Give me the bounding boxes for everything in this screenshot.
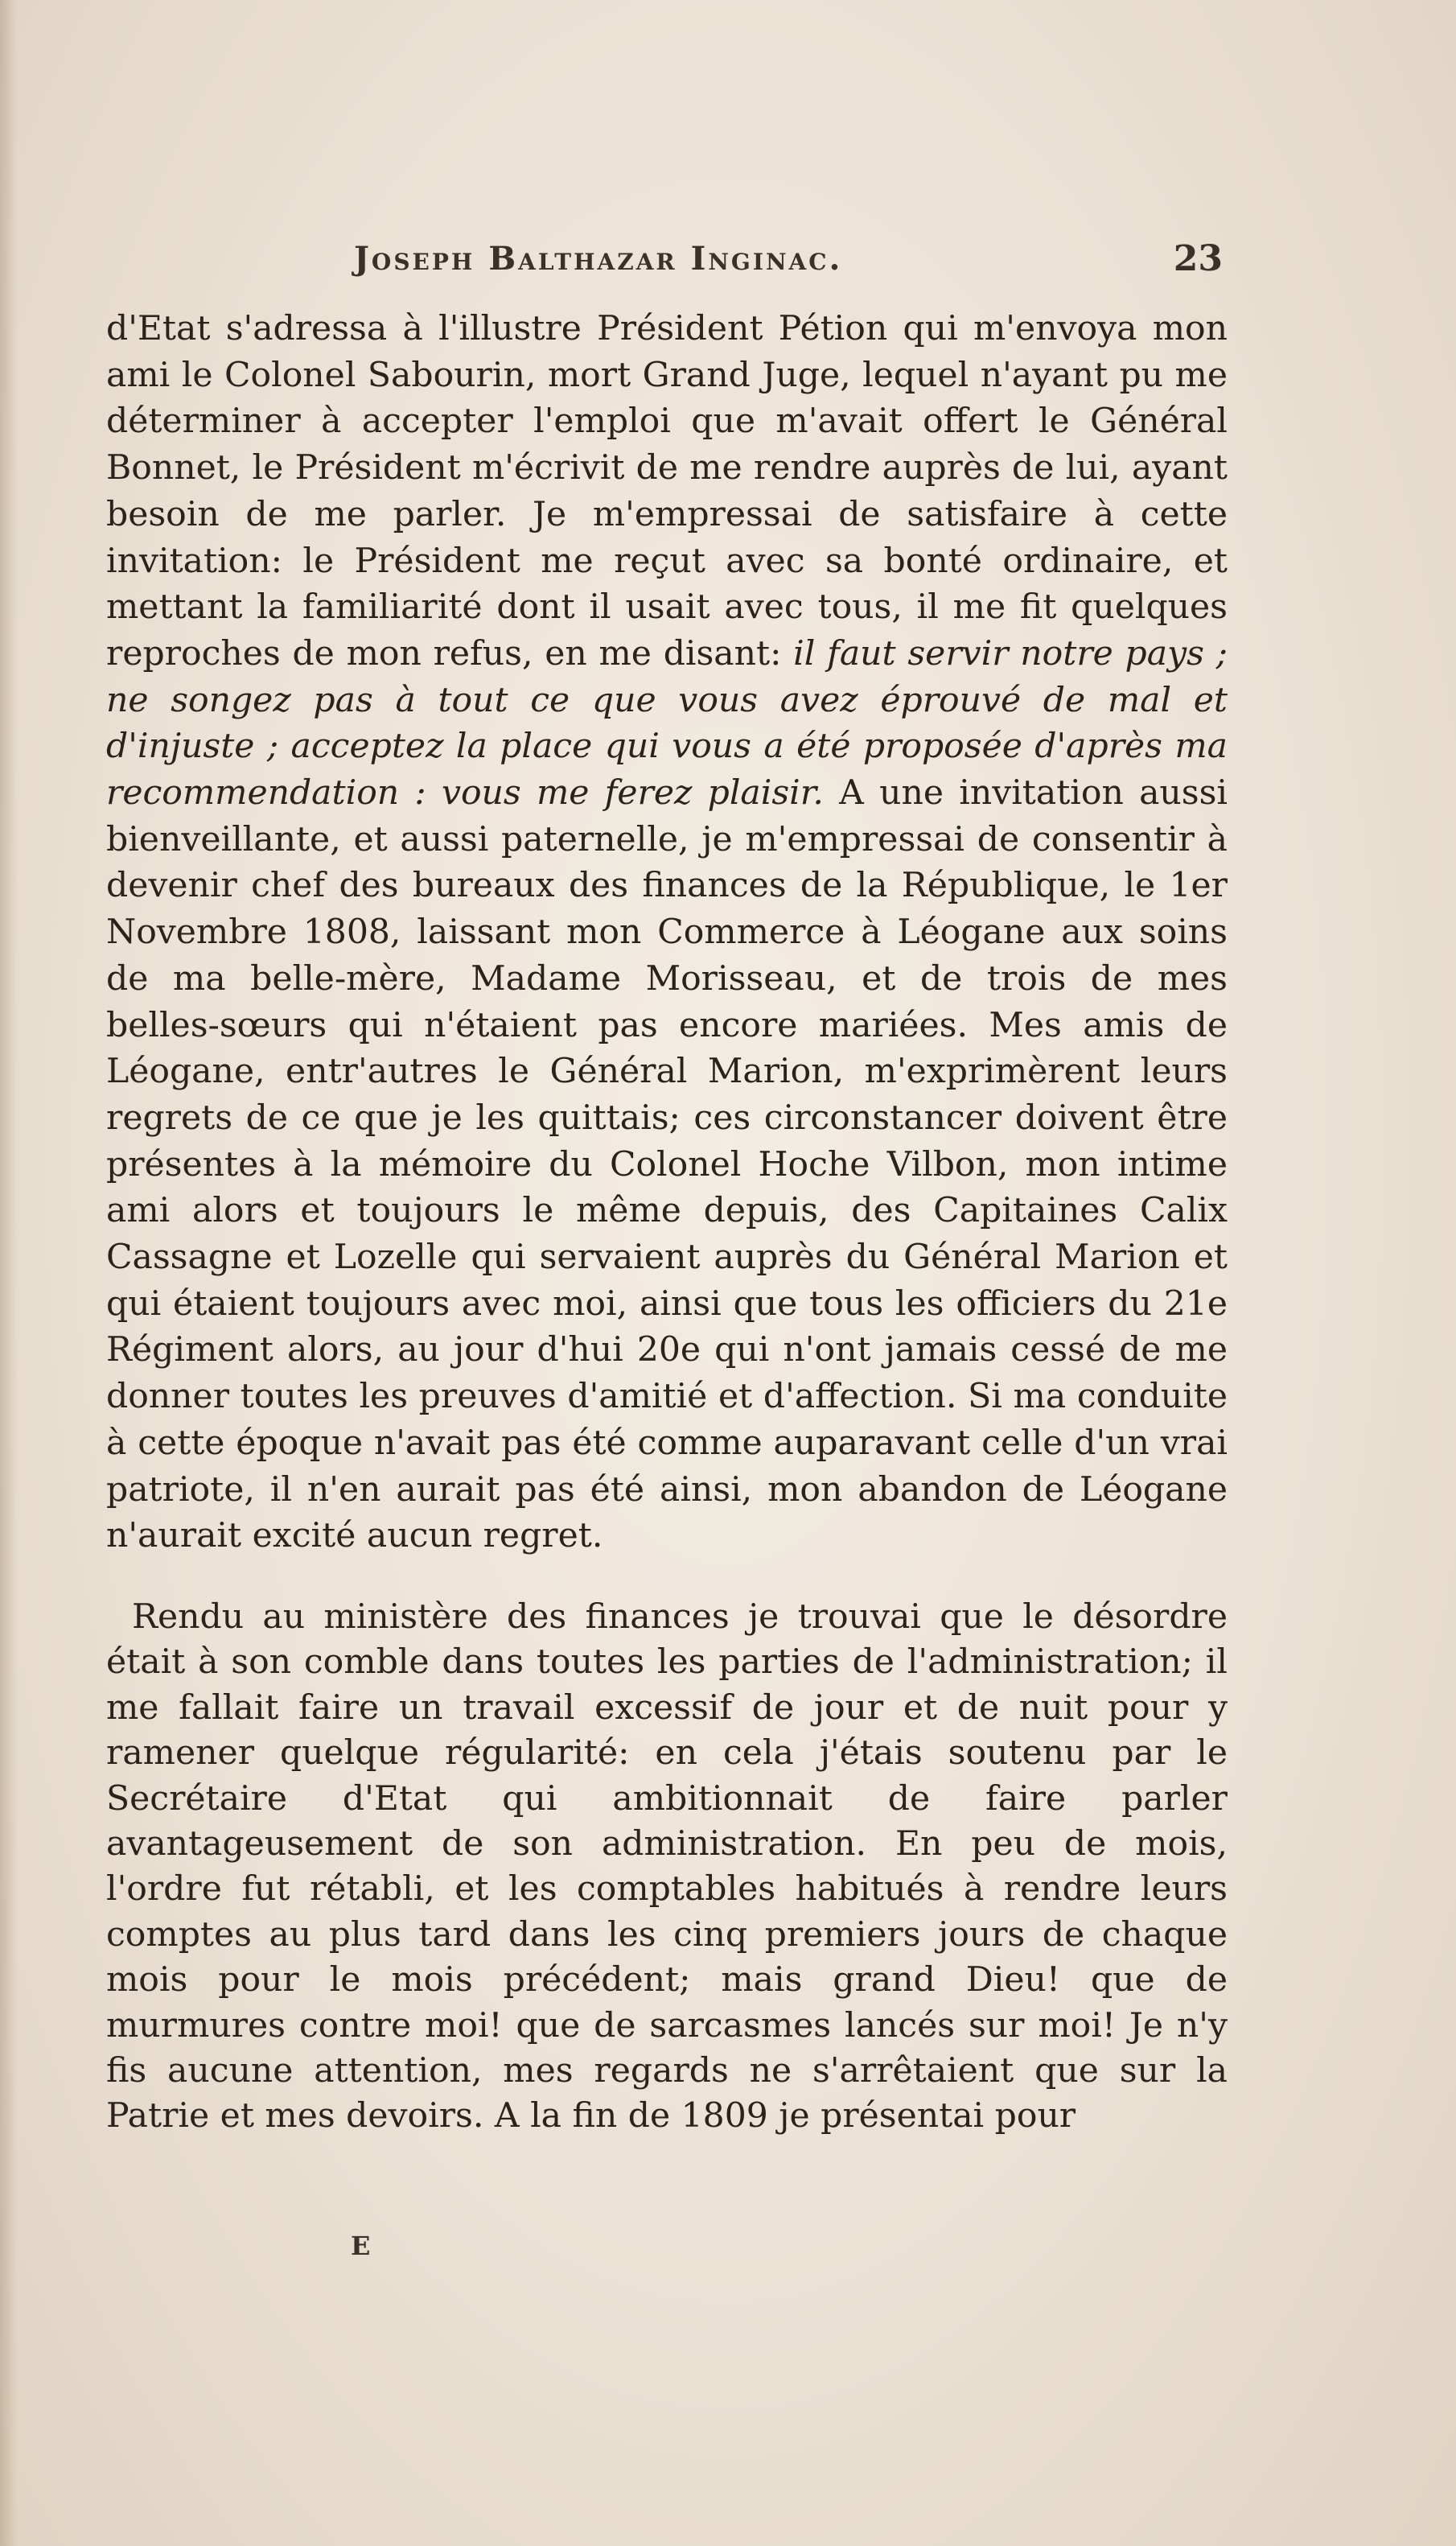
running-head: Joseph Balthazar Inginac.: [354, 240, 843, 278]
body-text: [106, 306, 1228, 2140]
page-number: 23: [1173, 238, 1223, 279]
paragraph-1: [106, 306, 1228, 1559]
page-header: [354, 240, 1223, 288]
paragraph-1-text-b: A une invitation aussi bienveillante, et aussi paternelle, je m'empressai de consentir à devenir chef des bureaux des finances de la République, le 1er Novembre 1808, laissant mon Commerce à Léogane aux soins de ma belle-mère, Madame Morisseau, et de trois de mes belles-sœurs qui n'étaient pas encore mariées. Mes amis de Léogane, entr'autres le Général Marion, m'exprimèrent leurs regrets de ce que je les quittais; ces circonstancer doivent être présentes à la mémoire du Colonel Hoche Vilbon, mon intime ami alors et toujours le même depuis, des Capitaines Calix Cassagne et Lozelle qui servaient auprès du Général Marion et qui étaient toujours avec moi, ainsi que tous les officiers du 21e Régiment alors, au jour d'hui 20e qui n'ont jamais cessé de me donner toutes les preuves d'amitié et d'affection. Si ma conduite à cette époque n'avait pas été comme auparavant celle d'un vrai patriote, il n'en aurait pas été ainsi, mon abandon de Léogane n'aurait excité aucun regret.: [106, 773, 1228, 1556]
paragraph-2: Rendu au ministère des finances je trouvai que le désordre était à son comble dans toutes les parties de l'administration; il me fallait faire un travail excessif de jour et de nuit pour y ramener quelque régularité: en cela j'étais soutenu par le Secrétaire d'Etat qui ambitionnait de faire parler avantageusement de son administration. En peu de mois, l'ordre fut rétabli, et les comptables habitués à rendre leurs comptes au plus tard dans les cinq premiers jours de chaque mois pour le mois précédent; mais grand Dieu! que de murmures contre moi! que de sarcasmes lancés sur moi! Je n'y fis aucune attention, mes regards ne s'arrêtaient que sur la Patrie et mes devoirs. A la fin de 1809 je présentai pour: [106, 1596, 1228, 2136]
spine-shadow: [0, 0, 18, 2546]
signature-mark: E: [351, 2231, 371, 2261]
paragraph-1-text-a: d'Etat s'adressa à l'illustre Président Pétion qui m'envoya mon ami le Colonel Sabourin, mort Grand Juge, lequel n'ayant pu me déterminer à accepter l'emploi que m'avait offert le Général Bonnet, le Président m'écrivit de me rendre auprès de lui, ayant besoin de me parler. Je m'empressai de satisfaire à cette invitation: le Président me reçut avec sa bonté ordinaire, et mettant la familiarité dont il usait avec tous, il me fit quelques reproches de mon refus, en me disant:: [106, 309, 1228, 674]
paragraph-1-italic-quote: il faut servir notre pays ; ne songez pas à tout ce que vous avez éprouvé de mal et d'injuste ; acceptez la place qui vous a été proposée d'après ma recommendation : vous me ferez plaisir.: [106, 633, 1228, 814]
